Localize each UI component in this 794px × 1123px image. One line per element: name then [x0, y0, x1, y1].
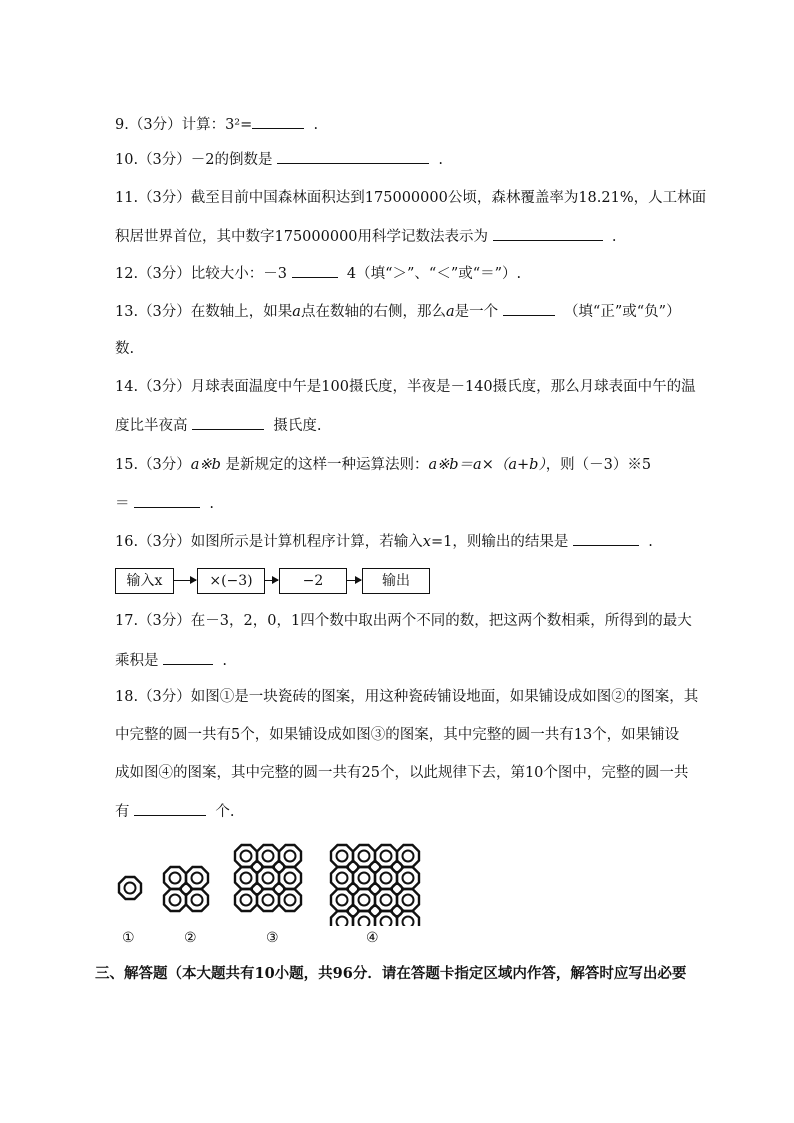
answer-blank[interactable]: [134, 801, 206, 816]
question-11-line2: 积居世界首位，其中数字175000000用科学记数法表示为 .: [115, 226, 616, 247]
question-16: 16.（3分）如图所示是计算机程序计算，若输入x=1，则输出的结果是 .: [115, 531, 653, 552]
question-18: 18.（3分）如图①是一块瓷砖的图案，用这种瓷砖铺设地面，如果铺设成如图②的图案，其: [115, 689, 699, 705]
flow-box-multiply: ×(−3): [197, 568, 265, 594]
flow-box-subtract: −2: [279, 568, 347, 594]
figure-label-3: ③: [266, 930, 279, 946]
answer-blank[interactable]: [277, 149, 429, 164]
question-14-line2: 度比半夜高 摄氏度.: [115, 415, 321, 436]
flow-arrow: [265, 580, 278, 581]
answer-blank[interactable]: [192, 415, 264, 430]
answer-blank[interactable]: [252, 114, 304, 129]
question-12: 12.（3分）比较大小：－3 4（填“＞”、“＜”或“＝”）.: [115, 263, 521, 284]
flow-box-input: 输入x: [115, 568, 174, 594]
question-9: 9.（3分）计算：3²= .: [115, 114, 318, 135]
question-14: 14.（3分）月球表面温度中午是100摄氏度，半夜是－140摄氏度，那么月球表面中午的温: [115, 379, 696, 395]
question-11: 11.（3分）截至目前中国森林面积达到175000000公顷，森林覆盖率为18.21%，人工林面: [115, 190, 707, 206]
figure-label-4: ④: [366, 930, 379, 946]
question-18-line3: 成如图④的图案，其中完整的圆一共有25个，以此规律下去，第10个图中，完整的圆一共: [115, 765, 689, 781]
question-18-line2: 中完整的圆一共有5个，如果铺设成如图③的图案，其中完整的圆一共有13个，如果铺设: [115, 727, 680, 743]
question-17: 17.（3分）在－3，2，0，1四个数中取出两个不同的数，把这两个数相乘，所得到的最大: [115, 613, 692, 629]
answer-blank[interactable]: [503, 301, 555, 316]
flow-arrow: [174, 580, 196, 581]
flow-arrow: [347, 580, 361, 581]
question-18-line4: 有 个.: [115, 801, 234, 822]
answer-blank[interactable]: [493, 226, 603, 241]
tile-figure-1: [119, 877, 141, 899]
tile-figure-4: [331, 845, 419, 926]
answer-blank[interactable]: [163, 650, 213, 665]
question-17-line2: 乘积是 .: [115, 650, 227, 671]
tile-pattern-figures: [110, 836, 430, 926]
tile-figure-2: [164, 867, 208, 911]
question-15: 15.（3分）a※b 是新规定的这样一种运算法则：a※b＝a×（a+b），则（－3）※5: [115, 457, 652, 473]
figure-label-1: ①: [122, 930, 135, 946]
question-13-line2: 数.: [115, 341, 135, 357]
section-heading: 三、解答题（本大题共有10小题，共96分．请在答题卡指定区域内作答，解答时应写出必要: [95, 965, 687, 982]
question-13: 13.（3分）在数轴上，如果a点在数轴的右侧，那么a是一个 （填“正”或“负”）: [115, 301, 681, 322]
answer-blank[interactable]: [134, 493, 200, 508]
question-15-line2: ＝ .: [115, 493, 214, 514]
question-10: 10.（3分）－2的倒数是 .: [115, 149, 443, 170]
figure-label-2: ②: [184, 930, 197, 946]
tile-figure-3: [235, 845, 301, 911]
answer-blank[interactable]: [292, 263, 338, 278]
flow-box-output: 输出: [362, 568, 430, 594]
answer-blank[interactable]: [573, 531, 639, 546]
